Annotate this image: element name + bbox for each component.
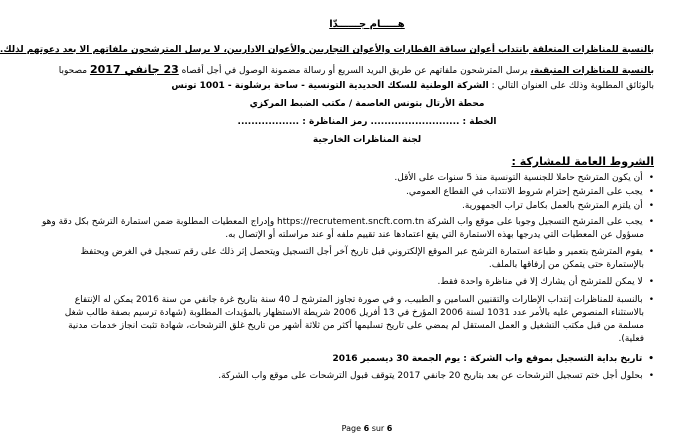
footer-sur: sur: [371, 424, 385, 433]
list-item: • يقوم المترشح بتعمير و طباعة استمارة الترشح عبر الموقع الإلكتروني قبل تاريخ آخر أجل التسجيل ويتحصل إثر ذلك على رقم تسجيل في الغرض ويحتفظ: [80, 246, 654, 258]
footer-page-label: Page: [341, 424, 362, 433]
conditions-title: الشروط العامة للمشاركة :: [511, 155, 654, 168]
paragraph-1: بالنسبة للمناظرات المتعلقة بانتداب أعوان سياقة القطارات والأعوان التجاريين والأعوان الاداريين، لا يرسل المترشحون ملفاتهم الا بعد دعوتهم لذلك.: [0, 45, 654, 55]
list-item-continued: مسلمة من قبل مكتب التشغيل و العمل المستقل لم يمضي على تاريخ تسليمها أكثر من ثلاثة أشهر من تاريخ غلق الترشحات، شهادة تثبت انجاز خدمات مدنية: [68, 321, 644, 331]
address-line-1: [80, 80, 654, 92]
paragraph-2-lead: بالنسبة للمناظرات المتبقية،: [530, 66, 654, 76]
footer-page-total: 6: [386, 424, 393, 433]
list-item: • أن يلتزم المترشح بالعمل بكامل تراب الجمهورية.: [80, 200, 654, 212]
address-line-4: لجنة المناظرات الخارجية: [312, 135, 422, 145]
list-item: • لا يمكن للمترشح أن يشارك إلا في مناظرة واحدة فقط.: [80, 276, 654, 288]
address-line-2: محطة الأرتال بتونس العاصمة / مكتب الضبط المركزي: [249, 99, 485, 109]
list-item: • تاريخ بداية التسجيل بموقع واب الشركة : يوم الجمعة 30 ديسمبر 2016: [80, 353, 654, 365]
address-line-1-bold: الشركة الوطنية للسكك الحديدية التونسية - ساحة برشلونة - 1001 تونس: [171, 81, 489, 91]
list-item-continued: بالإستمارة حتى يتمكن من إرفاقها بالملف.: [488, 260, 644, 270]
page-footer: [52, 424, 682, 433]
list-item: • بحلول أجل ختم تسجيل الترشحات عن بعد بتاريخ 20 جانفي 2017 يتوقف قبول الترشحات على موقع واب الشركة.: [80, 370, 654, 382]
list-item-continued: بالاستثناء المنصوص عليه بالأمر عدد 1031 لسنة 2006 المؤرخ في 13 أفريل 2006 شريطة الاستظهار بالمؤيدات المطلوبة (شهادة ترسيم بصفة طالب شغل: [64, 308, 644, 318]
list-item: • أن يكون المترشح حاملا للجنسية التونسية منذ 5 سنوات على الأقل.: [80, 172, 654, 184]
footer-page-number: 6: [363, 424, 370, 433]
list-item: • يجب على المترشح التسجيل وجوبا على موقع واب الشركة https://recrutement.sncft.com.tn وإدراج المعطيات المطلوبة ضمن استمارة الترشح بكل دقة وهو: [80, 216, 654, 228]
address-line-1-pre: بالوثائق المطلوبة وذلك على العنوان التالي :: [488, 81, 654, 91]
list-item-continued: مسؤول عن المعطيات التي يدرجها بهذه الاستمارة التي يقع اعتمادها عند تقييم ملفه أو عند مراسلته أو الإتصال به.: [225, 230, 644, 240]
list-item: • يجب على المترشح إحترام شروط الانتداب في القطاع العمومي.: [80, 186, 654, 198]
list-item-continued: فعلية).: [618, 334, 644, 344]
list-item: • بالنسبة للمناظرات إنتداب الإطارات والتقنيين السامين و الطبيب، و في صورة تجاوز المترشح لـ 40 سنة بتاريخ غرة جانفي من سنة 2016 يمكن له الإنتفاع: [80, 294, 654, 306]
paragraph-2-tail: مصحوبا: [58, 66, 90, 76]
paragraph-2: [58, 63, 654, 77]
paragraph-2-deadline: 23 جانفي 2017: [89, 63, 179, 76]
paragraph-2-text: يرسل المترشحون ملفاتهم عن طريق البريد السريع أو رسالة مضمونة الوصول في أجل أقصاه: [178, 66, 531, 76]
address-line-3: الخطة : .......................... رمز المناظرة : ..................: [237, 117, 497, 127]
page-title: هـــــام جــــــدّا: [329, 19, 405, 30]
